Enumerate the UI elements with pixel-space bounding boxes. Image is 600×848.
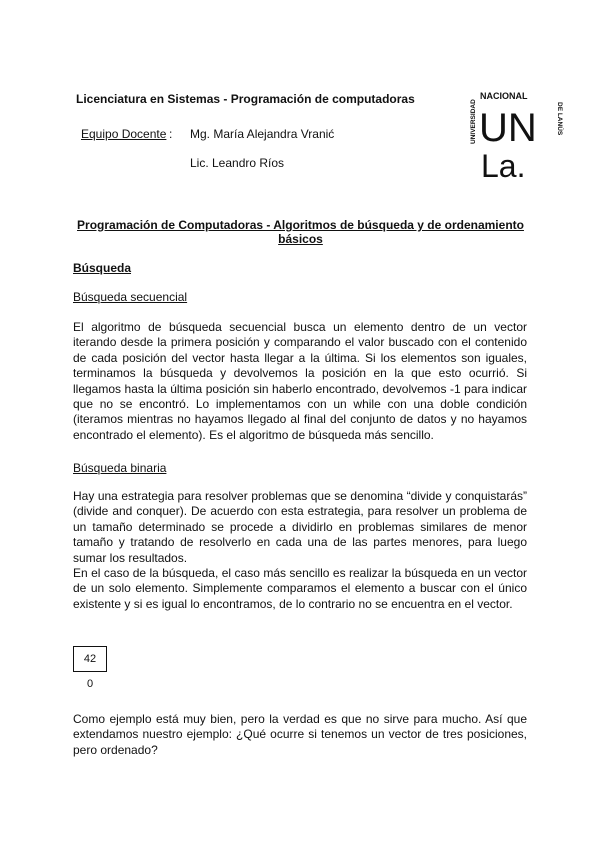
paragraph-sequential xyxy=(73,320,527,443)
paragraph-text: El algoritmo de búsqueda secuencial busca un elemento dentro de un vector iterando desde la primera posición y comparando el valor buscado con el contenido de cada posición del vector hasta llegar a la última. Si los elementos son iguales, terminamos la búsqueda y devolvemos la posición en la que esto ocurrió. Si llegamos hasta la última posición sin haberlo encontrado, devolvemos -1 para indicar que no se encontró. Lo implementamos con un while con una doble condición (iteramos mientras no hayamos llegado al final del conjunto de datos y no hayamos encontrado el elemento). Es el algoritmo de búsqueda más sencillo. xyxy=(73,320,527,442)
vector-cell: 42 xyxy=(73,646,107,672)
university-logo xyxy=(466,88,568,184)
paragraph-closing xyxy=(73,712,527,758)
staff-colon: : xyxy=(169,127,173,141)
logo-la-text: La. xyxy=(481,148,526,184)
logo-un-text: UN xyxy=(479,106,537,150)
subheading-sequential: Búsqueda secuencial xyxy=(73,290,188,304)
staff-member-1: Mg. María Alejandra Vranić xyxy=(190,127,335,141)
course-title: Licenciatura en Sistemas - Programación de computadoras xyxy=(76,92,415,106)
logo-right-text: DE LANÚS xyxy=(556,102,563,136)
staff-label: Equipo Docente xyxy=(81,127,167,141)
logo-top-text: NACIONAL xyxy=(480,91,528,101)
subheading-binary: Búsqueda binaria xyxy=(73,461,167,475)
vector-index: 0 xyxy=(86,678,94,690)
paragraph-text: Hay una estrategia para resolver problemas que se denomina “divide y conquistarás” (divide and conquer). De acuerdo con esta estrategia, para resolver un problema de un tamaño determinado se procede a dividirlo en problemas similares de menor tamaño y tratando de resolverlo en cada una de las partes menores, para luego sumar los resultados. xyxy=(73,489,527,565)
logo-left-text: UNIVERSIDAD xyxy=(470,99,477,144)
paragraph-text: En el caso de la búsqueda, el caso más sencillo es realizar la búsqueda en un vector de un solo elemento. Simplemente comparamos el elemento a buscar con el único existente y si es igual lo encontramos, de lo contrario no se encuentra en el vector. xyxy=(73,566,527,611)
paragraph-binary xyxy=(73,489,527,612)
paragraph-text: Como ejemplo está muy bien, pero la verdad es que no sirve para mucho. Así que extendamos nuestro ejemplo: ¿Qué ocurre si tenemos un vector de tres posiciones, pero ordenado? xyxy=(73,712,527,757)
document-title: Programación de Computadoras - Algoritmos de búsqueda y de ordenamiento básicos xyxy=(77,218,524,246)
staff-member-2: Lic. Leandro Ríos xyxy=(190,156,285,170)
section-heading: Búsqueda xyxy=(73,261,132,275)
